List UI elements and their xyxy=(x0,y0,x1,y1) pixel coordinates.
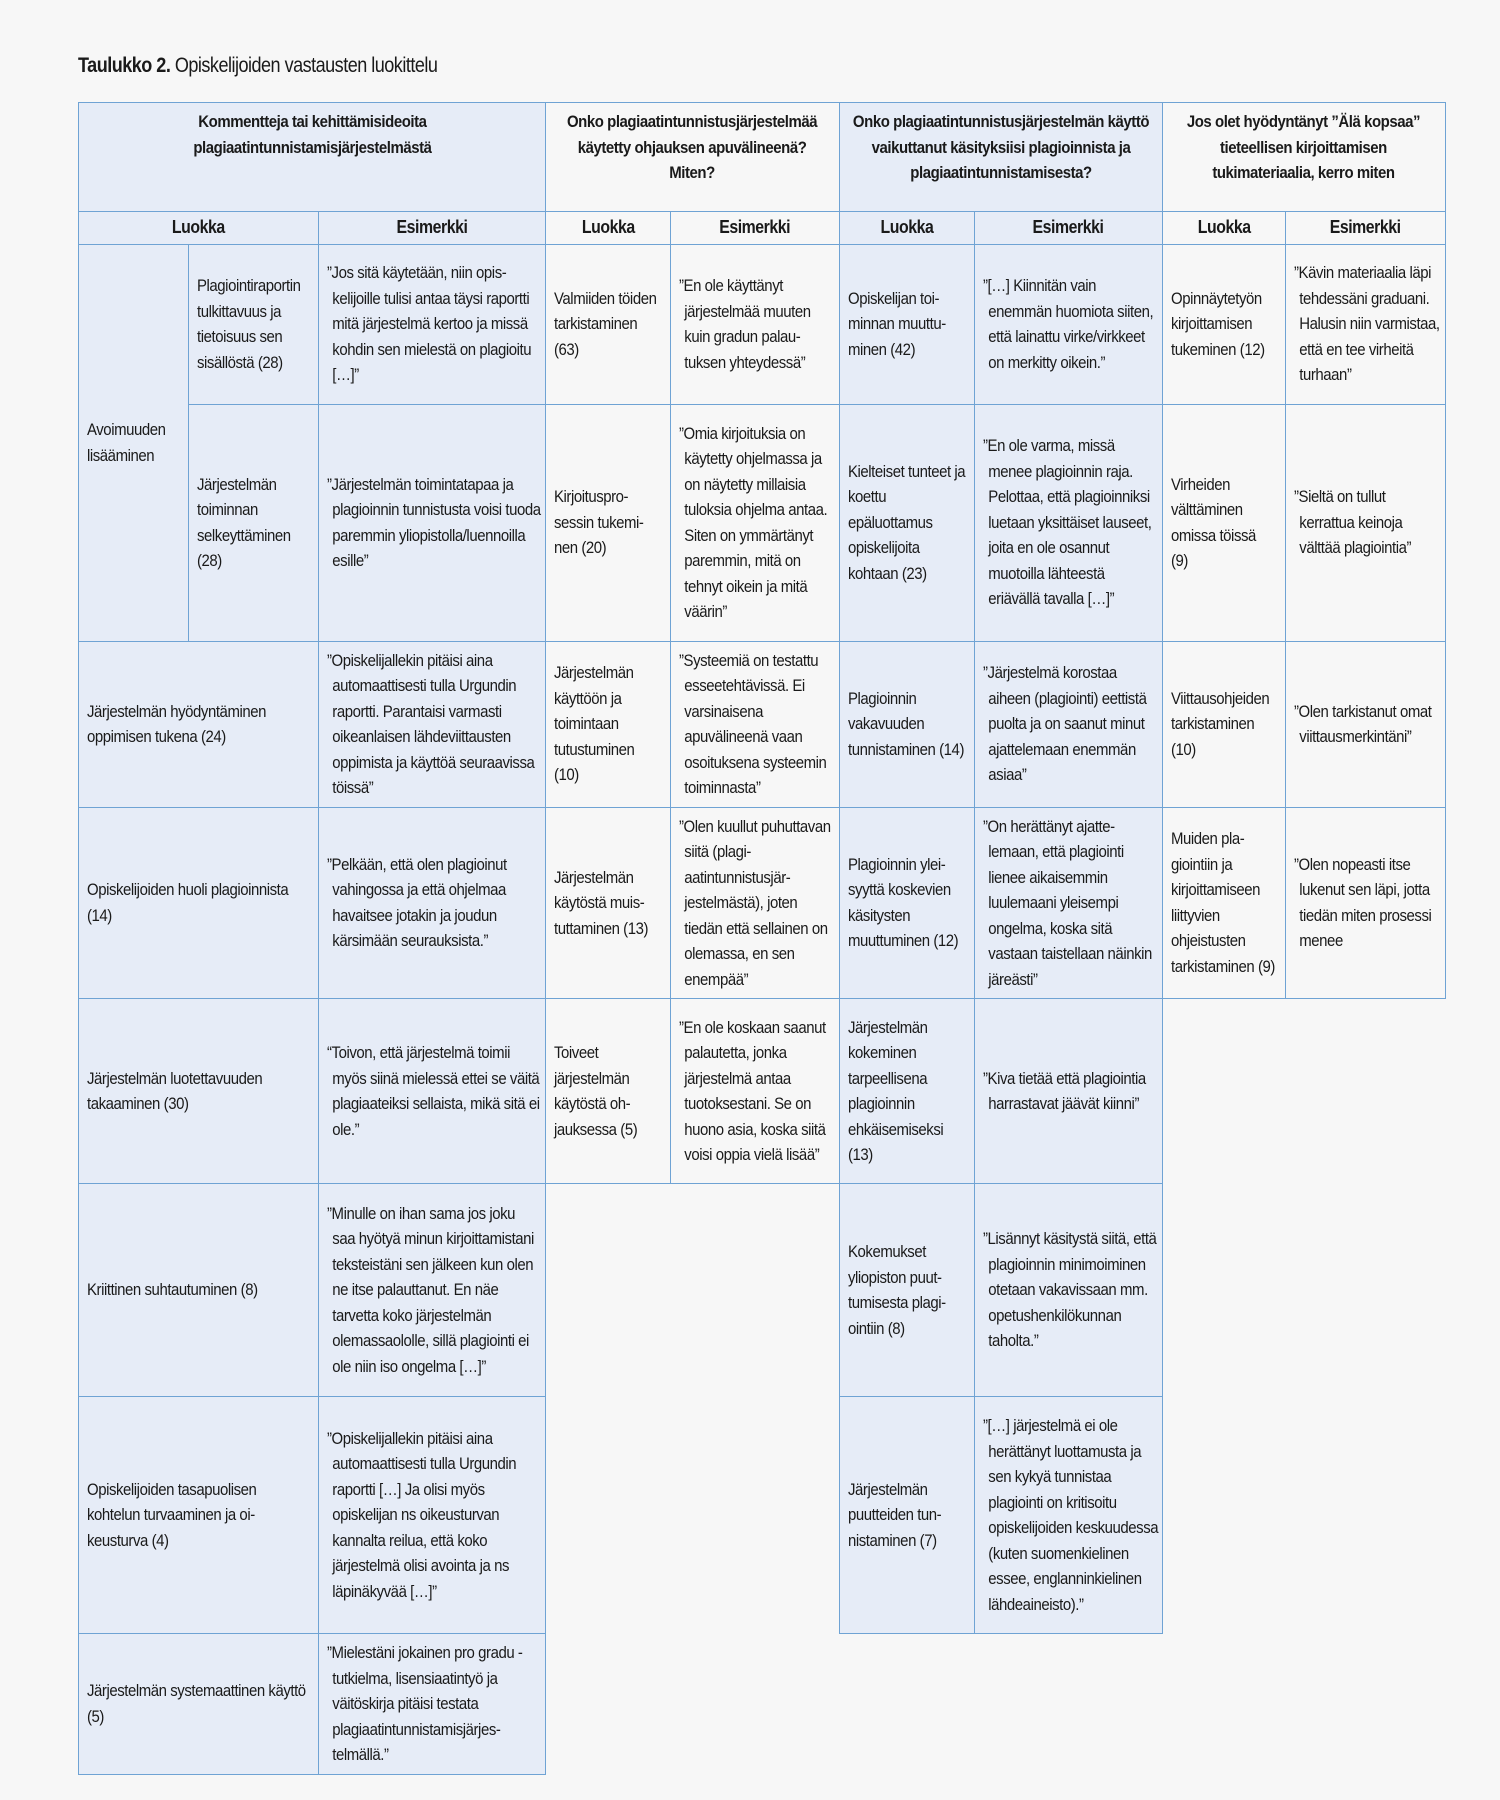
q3-category: Kokemukset yliopiston puuttumisesta plagiointiin (8) xyxy=(839,1184,974,1397)
group-category: Avoimuuden lisääminen xyxy=(79,244,189,641)
q2-category: Järjestelmän käytöstä muistuttaminen (13) xyxy=(546,807,671,999)
empty-cell xyxy=(839,1634,1162,1775)
q1-example: ”Järjestelmän toimintatapaa ja plagioinnin tunnistusta voisi tuoda paremmin yliopistolla/luennoilla esille” xyxy=(319,404,546,641)
q1-subcategory: Plagiointiraportin tulkittavuus ja tietoisuus sen sisällöstä (28) xyxy=(189,244,319,404)
q3-category: Järjestelmän puutteiden tunnistaminen (7) xyxy=(839,1397,974,1634)
q2-category: Järjestelmän käyttöön ja toimintaan tutustuminen (10) xyxy=(546,641,671,807)
q4-example: ”Kävin materiaalia läpi tehdessäni graduani. Halusin niin varmistaa, että en tee virheitä turhaan” xyxy=(1285,244,1445,404)
question-header-row xyxy=(79,103,1446,212)
sub-header-example: Esimerkki xyxy=(319,212,546,245)
q4-example: ”Sieltä on tullut kerrattua keinoja välttää plagiointia” xyxy=(1285,404,1445,641)
sub-header-category: Luokka xyxy=(546,212,671,245)
q4-category: Viittausohjeiden tarkistaminen (10) xyxy=(1162,641,1285,807)
q4-example: ”Olen tarkistanut omat viittausmerkintäni” xyxy=(1285,641,1445,807)
q1-category: Opiskelijoiden tasapuolisen kohtelun turvaaminen ja oikeusturva (4) xyxy=(79,1397,319,1634)
q3-example: ”Lisännyt käsitystä siitä, että plagioinnin minimoiminen otetaan vakavissaan mm. opetushenkilökunnan taholta.” xyxy=(974,1184,1162,1397)
q1-category: Järjestelmän systemaattinen käyttö (5) xyxy=(79,1634,319,1775)
q4-example: ”Olen nopeasti itse lukenut sen läpi, jotta tiedän miten prosessi menee xyxy=(1285,807,1445,999)
q3-category: Plagioinnin yleisyyttä koskevien käsitysten muuttuminen (12) xyxy=(839,807,974,999)
sub-header-category: Luokka xyxy=(839,212,974,245)
table-row xyxy=(79,999,1446,1184)
q2-example: ”Omia kirjoituksia on käytetty ohjelmassa ja on näytetty millaisia tuloksia ohjelma antaa. Siten on ymmärtänyt paremmin, mitä on tehnyt oikein ja mitä väärin” xyxy=(671,404,839,641)
q3-category: Opiskelijan toiminnan muuttuminen (42) xyxy=(839,244,974,404)
q3-example: ”Kiva tietää että plagiointia harrastavat jäävät kiinni” xyxy=(974,999,1162,1184)
empty-cell xyxy=(546,1184,839,1775)
sub-header-example: Esimerkki xyxy=(671,212,839,245)
q2-example: ”Olen kuullut puhuttavan siitä (plagiaatintunnistusjärjestelmästä), joten tiedän että sellainen on olemassa, en sen enempää” xyxy=(671,807,839,999)
q1-example: ”Opiskelijallekin pitäisi aina automaattisesti tulla Urgundin raportti […] Ja olisi myös opiskelijan ns oikeusturvan kannalta reilua, että koko järjestelmä olisi avointa ja ns läpinäkyvää […]” xyxy=(319,1397,546,1634)
q3-example: ”Järjestelmä korostaa aiheen (plagiointi) eettistä puolta ja on saanut minut ajattelemaan enemmän asiaa” xyxy=(974,641,1162,807)
q1-example: ”Jos sitä käytetään, niin opiskelijoille tulisi antaa täysi raportti mitä järjestelmä kertoo ja missä kohdin sen mielestä on plagioitu […]” xyxy=(319,244,546,404)
q1-example: ”Opiskelijallekin pitäisi aina automaattisesti tulla Urgundin raportti. Parantaisi varmasti oikeanlaisen lähdeviittausten oppimista ja käyttöä seuraavissa töissä” xyxy=(319,641,546,807)
sub-header-category: Luokka xyxy=(1162,212,1285,245)
q3-category: Kielteiset tunteet ja koettu epäluottamus opiskelijoita kohtaan (23) xyxy=(839,404,974,641)
q3-category: Järjestelmän kokeminen tarpeellisena plagioinnin ehkäisemiseksi (13) xyxy=(839,999,974,1184)
question-header-2: Onko plagiaatintunnistusjärjestelmää käytetty ohjauksen apuvälineenä? Miten? xyxy=(546,103,839,212)
q1-category: Järjestelmän luotettavuuden takaaminen (30) xyxy=(79,999,319,1184)
q2-category: Valmiiden töiden tarkistaminen (63) xyxy=(546,244,671,404)
q2-example: ”En ole käyttänyt järjestelmää muuten kuin gradun palautuksen yhteydessä” xyxy=(671,244,839,404)
caption-title: Opiskelijoiden vastausten luokittelu xyxy=(174,54,438,77)
q2-example: ”Systeemiä on testattu esseetehtävissä. Ei varsinaisena apuvälineenä vaan osoituksena systeemin toiminnasta” xyxy=(671,641,839,807)
q2-category: Toiveet järjestelmän käytöstä ohjauksessa (5) xyxy=(546,999,671,1184)
q1-category: Järjestelmän hyödyntäminen oppimisen tukena (24) xyxy=(79,641,319,807)
q1-example: ”Mielestäni jokainen pro gradu -tutkielma, lisensiaatintyö ja väitöskirja pitäisi testata plagiaatintunnistamisjärjestelmällä.” xyxy=(319,1634,546,1775)
q1-example: ”Minulle on ihan sama jos joku saa hyötyä minun kirjoittamistani teksteistäni sen jälkeen kun olen ne itse palauttanut. En näe tarvetta koko järjestelmän olemassaololle, sillä plagiointi ei ole niin iso ongelma […]” xyxy=(319,1184,546,1397)
q1-example: “Toivon, että järjestelmä toimii myös siinä mielessä ettei se väitä plagiaateiksi sellaista, mikä sitä ei ole.” xyxy=(319,999,546,1184)
q1-category: Kriittinen suhtautuminen (8) xyxy=(79,1184,319,1397)
q1-subcategory: Järjestelmän toiminnan selkeyttäminen (28) xyxy=(189,404,319,641)
q1-category: Opiskelijoiden huoli plagioinnista (14) xyxy=(79,807,319,999)
classification-table xyxy=(78,102,1446,1775)
q3-example: ”En ole varma, missä menee plagioinnin raja. Pelottaa, että plagioinniksi luetaan yksittäiset lauseet, joita en ole osannut muotoilla lähteestä eriävällä tavalla […]” xyxy=(974,404,1162,641)
question-header-3: Onko plagiaatintunnistusjärjestelmän käyttö vaikuttanut käsityksiisi plagioinnista ja plagiaatintunnistamisesta? xyxy=(839,103,1162,212)
table-row xyxy=(79,404,1446,641)
table-row xyxy=(79,807,1446,999)
q3-example: ”On herättänyt ajattelemaan, että plagiointi lienee aikaisemmin luulemaani yleisempi ongelma, koska sitä vastaan taistellaan näinkin järeästi” xyxy=(974,807,1162,999)
caption-label: Taulukko 2. xyxy=(78,54,171,77)
q4-category: Opinnäytetyön kirjoittamisen tukeminen (12) xyxy=(1162,244,1285,404)
q3-category: Plagioinnin vakavuuden tunnistaminen (14) xyxy=(839,641,974,807)
sub-header-category: Luokka xyxy=(79,212,319,245)
table-caption xyxy=(78,54,437,78)
table-row xyxy=(79,244,1446,404)
sub-header-row xyxy=(79,212,1446,245)
sub-header-example: Esimerkki xyxy=(1285,212,1445,245)
q3-example: ”[…] Kiinnitän vain enemmän huomiota siiten, että lainattu virke/virkkeet on merkitty oikein.” xyxy=(974,244,1162,404)
question-header-1: Kommentteja tai kehittämisideoita plagiaatintunnistamisjärjestelmästä xyxy=(79,103,546,212)
q4-category: Muiden plagiointiin ja kirjoittamiseen liittyvien ohjeistusten tarkistaminen (9) xyxy=(1162,807,1285,999)
q2-example: ”En ole koskaan saanut palautetta, jonka järjestelmä antaa tuotoksestani. Se on huono asia, koska siitä voisi oppia vielä lisää” xyxy=(671,999,839,1184)
q2-category: Kirjoitusprosessin tukeminen (20) xyxy=(546,404,671,641)
q4-category: Virheiden välttäminen omissa töissä (9) xyxy=(1162,404,1285,641)
table-row xyxy=(79,641,1446,807)
sub-header-example: Esimerkki xyxy=(974,212,1162,245)
question-header-4: Jos olet hyödyntänyt ”Älä kopsaa” tieteellisen kirjoittamisen tukimateriaalia, kerro miten xyxy=(1162,103,1445,212)
q3-example: ”[…] järjestelmä ei ole herättänyt luottamusta ja sen kykyä tunnistaa plagiointi on kritisoitu opiskelijoiden keskuudessa (kuten suomenkielinen essee, englanninkielinen lähdeaineisto).” xyxy=(974,1397,1162,1634)
empty-cell xyxy=(1162,999,1445,1775)
q1-example: ”Pelkään, että olen plagioinut vahingossa ja että ohjelmaa havaitsee jotakin ja joudun kärsimään seurauksista.” xyxy=(319,807,546,999)
